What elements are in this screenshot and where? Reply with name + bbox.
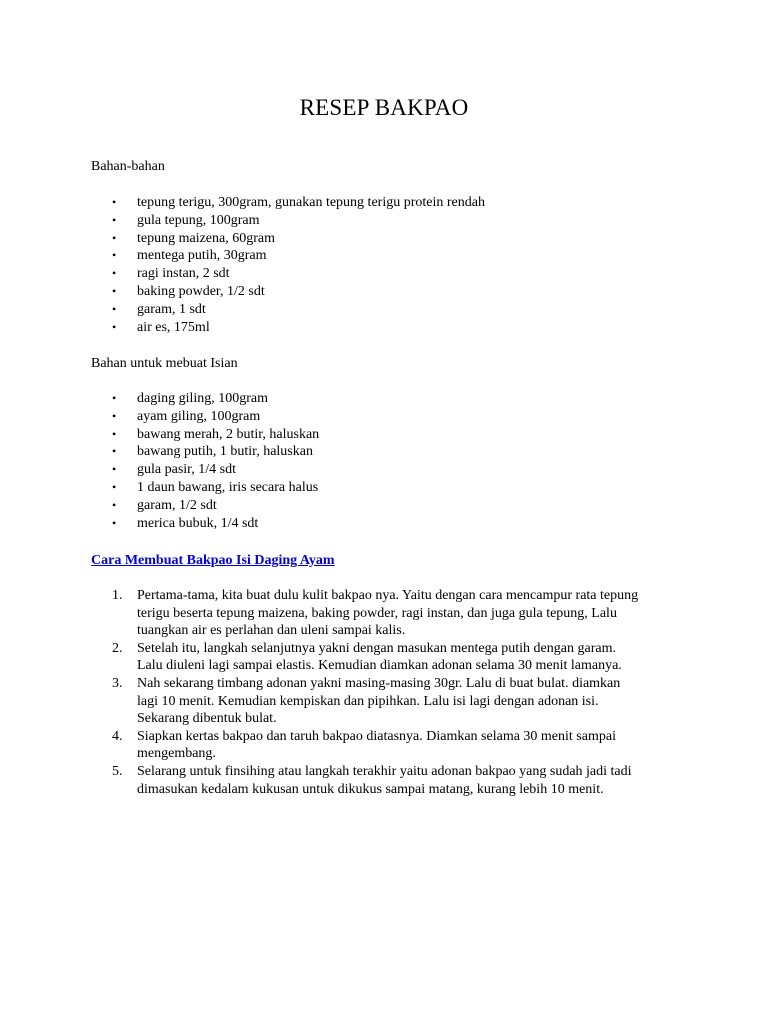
- bullet-icon: •: [112, 391, 117, 405]
- step-text-line: Sekarang dibentuk bulat.: [137, 711, 277, 727]
- list-item-text: ragi instan, 2 sdt: [137, 266, 230, 282]
- bullet-icon: •: [112, 248, 117, 263]
- bahan-heading: Bahan-bahan: [91, 159, 165, 174]
- list-item: [0, 301, 485, 319]
- list-item: [0, 497, 319, 515]
- list-item: [0, 443, 319, 461]
- list-item: [0, 283, 485, 301]
- step-text-line: Nah sekarang timbang adonan yakni masing-masing 30gr. Lalu di buat bulat. diamkan: [137, 675, 621, 691]
- list-item: [0, 390, 319, 408]
- list-item-text: merica bubuk, 1/4 sdt: [137, 515, 259, 531]
- bullet-icon: •: [112, 497, 117, 512]
- step-text-line: Setelah itu, langkah selanjutnya yakni dengan masukan mentega putih dengan garam.: [137, 640, 616, 656]
- list-item: [0, 247, 485, 265]
- bullet-icon: •: [112, 230, 117, 245]
- list-item-text: 1 daun bawang, iris secara halus: [137, 479, 319, 495]
- page-title: RESEP BAKPAO: [299, 95, 469, 120]
- list-item: [0, 461, 319, 479]
- list-item: [0, 194, 485, 212]
- step-text-line: Lalu diuleni lagi sampai elastis. Kemudian diamkan adonan selama 30 menit lamanya.: [137, 658, 622, 674]
- step-item: [0, 640, 682, 675]
- list-item-text: mentega putih, 30gram: [137, 248, 267, 264]
- bullet-icon: •: [112, 462, 117, 477]
- list-item: [0, 319, 485, 337]
- list-item-text: ayam giling, 100gram: [137, 408, 261, 424]
- list-item: [0, 212, 485, 230]
- step-item: [0, 587, 682, 640]
- steps-list: [0, 587, 700, 798]
- step-text-line: Selarang untuk finsihing atau langkah terakhir yaitu adonan bakpao yang sudah jadi tadi: [137, 763, 632, 779]
- step-number: 3.: [112, 675, 123, 691]
- step-number: 5.: [112, 763, 123, 779]
- bullet-icon: •: [112, 515, 117, 530]
- isian-heading: Bahan untuk mebuat Isian: [91, 356, 238, 371]
- step-number: 4.: [112, 728, 123, 744]
- bullet-icon: •: [112, 195, 117, 209]
- step-number: 2.: [112, 640, 123, 656]
- list-item-text: garam, 1 sdt: [137, 301, 206, 317]
- list-item-text: bawang merah, 2 butir, haluskan: [137, 426, 320, 442]
- step-item: [0, 763, 682, 798]
- bahan-list: [0, 194, 485, 336]
- bullet-icon: •: [112, 283, 117, 298]
- step-text-line: tuangkan air es perlahan dan uleni sampai kalis.: [137, 623, 406, 639]
- list-item-text: garam, 1/2 sdt: [137, 497, 217, 513]
- step-item: [0, 728, 682, 763]
- bullet-icon: •: [112, 212, 117, 227]
- step-text-line: dimasukan kedalam kukusan untuk dikukus sampai matang, kurang lebih 10 menit.: [137, 781, 604, 797]
- list-item: [0, 408, 319, 426]
- step-number: 1.: [112, 588, 123, 603]
- list-item: [0, 230, 485, 248]
- step-item: [0, 675, 682, 728]
- list-item-text: gula pasir, 1/4 sdt: [137, 462, 236, 478]
- list-item-text: tepung maizena, 60gram: [137, 230, 276, 246]
- cara-membuat-link[interactable]: Cara Membuat Bakpao Isi Daging Ayam: [91, 553, 335, 568]
- bullet-icon: •: [112, 301, 117, 316]
- bullet-icon: •: [112, 319, 117, 334]
- bullet-icon: •: [112, 408, 117, 423]
- list-item: [0, 265, 485, 283]
- step-text-line: Siapkan kertas bakpao dan taruh bakpao diatasnya. Diamkan selama 30 menit sampai: [137, 728, 616, 744]
- list-item: [0, 479, 319, 497]
- list-item-text: bawang putih, 1 butir, haluskan: [137, 444, 313, 460]
- isian-list: [0, 390, 319, 532]
- step-text-line: Pertama-tama, kita buat dulu kulit bakpao nya. Yaitu dengan cara mencampur rata tepung: [137, 588, 639, 603]
- list-item-text: daging giling, 100gram: [137, 391, 269, 406]
- list-item: [0, 426, 319, 444]
- step-text-line: terigu beserta tepung maizena, baking powder, ragi instan, dan juga gula tepung, Lalu: [137, 605, 617, 621]
- list-item-text: baking powder, 1/2 sdt: [137, 283, 265, 299]
- bullet-icon: •: [112, 266, 117, 281]
- bullet-icon: •: [112, 444, 117, 459]
- bullet-icon: •: [112, 479, 117, 494]
- step-text-line: lagi 10 menit. Kemudian kempiskan dan pipihkan. Lalu isi lagi dengan adonan isi.: [137, 693, 599, 709]
- list-item-text: tepung terigu, 300gram, gunakan tepung terigu protein rendah: [137, 195, 485, 210]
- list-item-text: gula tepung, 100gram: [137, 212, 260, 228]
- step-text-line: mengembang.: [137, 746, 216, 762]
- list-item: [0, 515, 319, 533]
- bullet-icon: •: [112, 426, 117, 441]
- list-item-text: air es, 175ml: [137, 319, 210, 335]
